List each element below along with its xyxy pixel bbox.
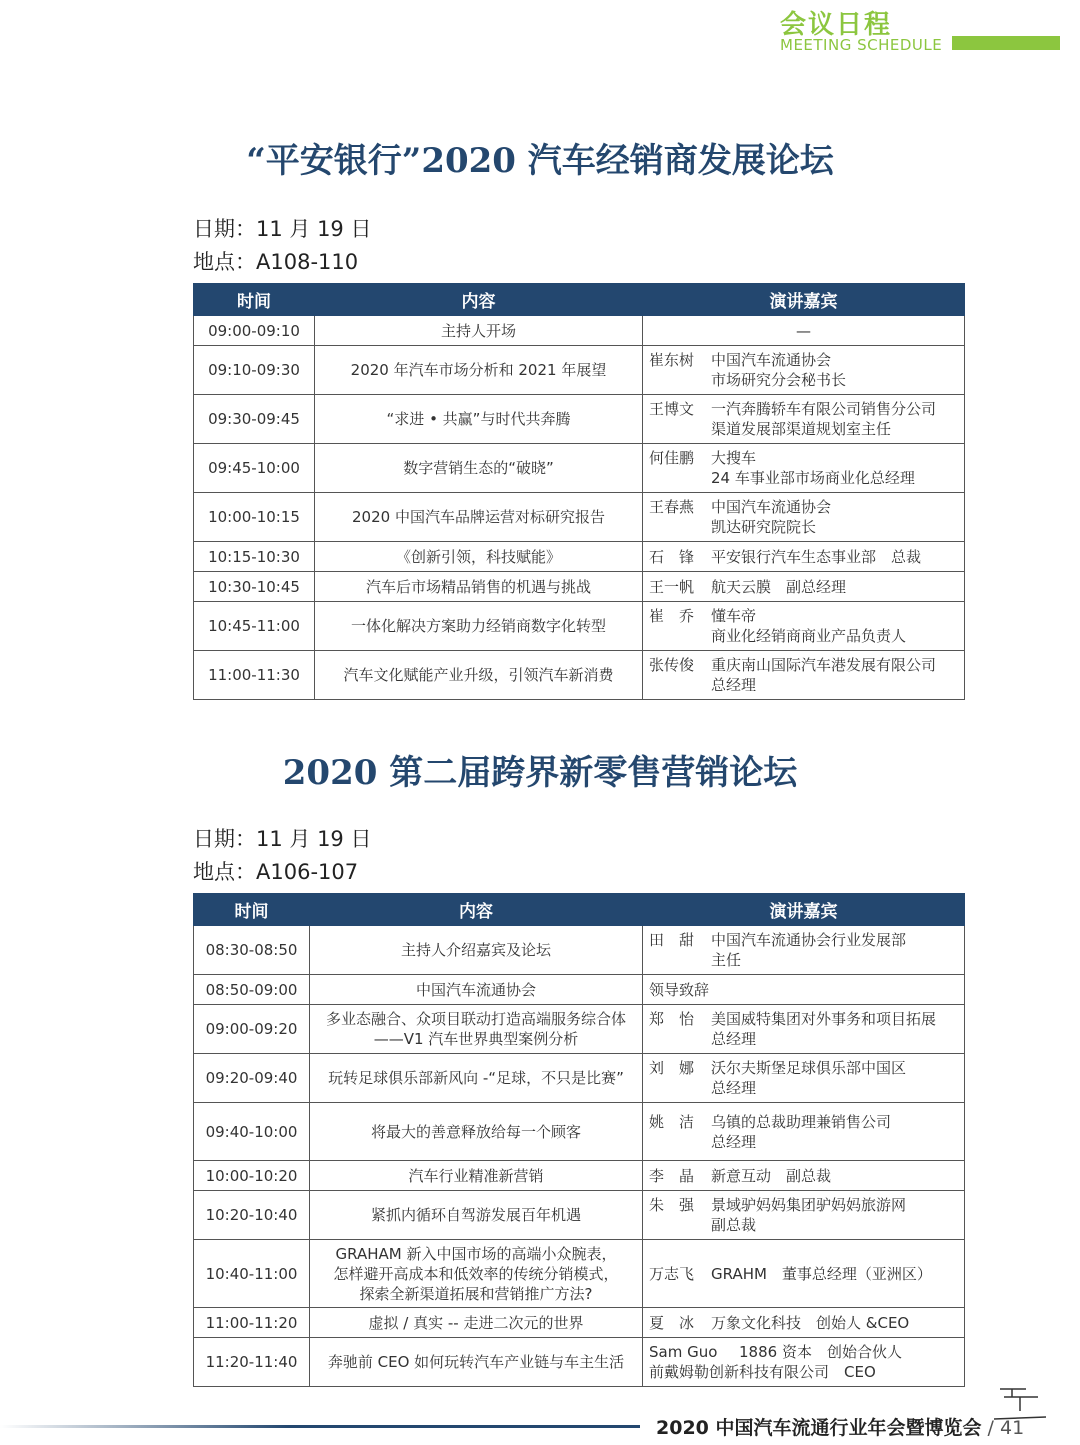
table-row: [194, 1005, 965, 1054]
row-content: 《创新引领，科技赋能》: [315, 542, 643, 572]
speaker-name: 万志飞: [649, 1264, 695, 1283]
table-row: [194, 1103, 965, 1161]
row-time: 10:15-10:30: [194, 542, 315, 572]
table-row: [194, 572, 965, 602]
row-content: [310, 1240, 643, 1308]
row-time: 09:20-09:40: [194, 1054, 310, 1103]
speaker-title: 总经理: [711, 676, 757, 694]
content-line: GRAHAM 新入中国市场的高端小众腕表，: [335, 1244, 617, 1263]
row-content: 汽车文化赋能产业升级，引领汽车新消费: [315, 651, 643, 700]
row-content: [310, 1005, 643, 1054]
col-time: 时间: [194, 894, 310, 926]
table-row: [194, 444, 965, 493]
row-content: 数字营销生态的“破晓”: [315, 444, 643, 493]
content-line: 怎样避开高成本和低效率的传统分销模式，: [333, 1264, 619, 1283]
section-title-cn: 会议日程: [780, 10, 893, 40]
speaker-name: 夏 冰: [649, 1313, 695, 1332]
content-line: 多业态融合、众项目联动打造高端服务综合体: [325, 1010, 626, 1028]
section-title-en: MEETING SCHEDULE: [780, 36, 943, 54]
row-time: 11:00-11:20: [194, 1308, 310, 1338]
row-speaker: [643, 395, 965, 444]
speaker-name: 李 晶: [649, 1166, 695, 1185]
speaker-org: 懂车帝: [711, 607, 757, 625]
speaker-name: 王春燕: [649, 498, 695, 516]
speaker-org: 中国汽车流通协会: [711, 351, 832, 369]
speaker-name: 田 甜: [649, 931, 695, 949]
footer-event-name: 2020 中国汽车流通行业年会暨博览会: [656, 1417, 982, 1439]
row-time: 08:30-08:50: [194, 926, 310, 975]
row-speaker: [643, 1005, 965, 1054]
row-speaker: [643, 651, 965, 700]
table-row: [194, 1191, 965, 1240]
col-content: 内容: [310, 894, 643, 926]
speaker-org: 中国汽车流通协会行业发展部: [711, 931, 907, 949]
speaker-name: 王博文: [649, 400, 695, 418]
speaker-title: 总经理: [711, 1132, 757, 1151]
row-time: 10:30-10:45: [194, 572, 315, 602]
forum1-title: “平安银行”2020 汽车经销商发展论坛: [246, 141, 834, 181]
col-speaker: 演讲嘉宾: [643, 894, 965, 926]
row-speaker: [643, 1308, 965, 1338]
forum1-venue: 地点：A108-110: [193, 250, 359, 274]
speaker-name: 崔东树: [649, 351, 695, 369]
row-content: 2020 中国汽车品牌运营对标研究报告: [315, 493, 643, 542]
speaker-org: 美国威特集团对外事务和项目拓展: [711, 1010, 937, 1028]
page-number: 41: [999, 1417, 1025, 1439]
row-speaker: [643, 1240, 965, 1308]
table-row: [194, 602, 965, 651]
row-time: 08:50-09:00: [194, 975, 310, 1005]
table-row: [194, 1338, 965, 1387]
row-speaker: [643, 926, 965, 975]
row-speaker: [643, 493, 965, 542]
speaker-org: 平安银行汽车生态事业部 总裁: [711, 547, 922, 566]
col-content: 内容: [315, 284, 643, 316]
speaker-title: 前戴姆勒创新科技有限公司 CEO: [649, 1363, 876, 1381]
speaker-name: 王一帆: [649, 577, 695, 596]
speaker-org: 万象文化科技 创始人 &CEO: [711, 1313, 910, 1332]
row-content: 虚拟 / 真实 -- 走进二次元的世界: [310, 1308, 643, 1338]
row-content: 汽车后市场精品销售的机遇与挑战: [315, 572, 643, 602]
row-content: 将最大的善意释放给每一个顾客: [310, 1103, 643, 1161]
speaker-title: 渠道发展部渠道规划室主任: [711, 420, 892, 438]
decorative-roof-icon: [990, 1383, 1050, 1428]
row-speaker: [643, 572, 965, 602]
section-header: [780, 0, 1080, 60]
row-time: 10:00-10:20: [194, 1161, 310, 1191]
speaker-org: 1886 资本 创始合伙人: [739, 1343, 902, 1361]
row-speaker: —: [643, 316, 965, 346]
speaker-name: 何佳鹏: [649, 449, 695, 467]
row-speaker: [643, 975, 965, 1005]
speaker-title: 市场研究分会秘书长: [711, 371, 847, 389]
speaker-org: 中国汽车流通协会: [711, 498, 832, 516]
row-content: 主持人开场: [315, 316, 643, 346]
speaker-org: 新意互动 副总裁: [711, 1166, 832, 1185]
row-time: 10:00-10:15: [194, 493, 315, 542]
forum2-title: 2020 第二届跨界新零售营销论坛: [282, 753, 798, 793]
row-time: 10:20-10:40: [194, 1191, 310, 1240]
row-time: 10:45-11:00: [194, 602, 315, 651]
speaker-org: GRAHM 董事总经理（亚洲区）: [711, 1264, 932, 1283]
speaker-org: 沃尔夫斯堡足球俱乐部中国区: [711, 1059, 907, 1077]
row-content: 一体化解决方案助力经销商数字化转型: [315, 602, 643, 651]
table-header-row: [194, 284, 965, 316]
row-content: 汽车行业精准新营销: [310, 1161, 643, 1191]
row-time: 09:00-09:10: [194, 316, 315, 346]
row-time: 10:40-11:00: [194, 1240, 310, 1308]
row-content: 2020 年汽车市场分析和 2021 年展望: [315, 346, 643, 395]
row-content: 中国汽车流通协会: [310, 975, 643, 1005]
row-content: “求进 • 共赢”与时代共奔腾: [315, 395, 643, 444]
speaker-org: 大搜车: [711, 449, 757, 467]
forum2-schedule-table: [193, 893, 965, 1387]
speaker-title: 凯达研究院院长: [711, 518, 817, 536]
speaker-title: 总经理: [711, 1079, 757, 1097]
table-row: [194, 493, 965, 542]
speaker-title: 总经理: [711, 1030, 757, 1048]
speaker-title: 商业化经销商商业产品负责人: [711, 627, 907, 645]
content-line: 探索全新渠道拓展和营销推广方法?: [359, 1284, 593, 1303]
footer-rule: [0, 1425, 640, 1428]
table-row: [194, 651, 965, 700]
table-row: [194, 926, 965, 975]
row-speaker: [643, 542, 965, 572]
row-content: 主持人介绍嘉宾及论坛: [310, 926, 643, 975]
table-row: [194, 346, 965, 395]
footer-separator: /: [981, 1417, 1000, 1439]
row-time: 09:45-10:00: [194, 444, 315, 493]
speaker-name: 朱 强: [649, 1196, 695, 1214]
speaker-name: 郑 怡: [649, 1010, 695, 1028]
speaker-title: 24 车事业部市场商业化总经理: [711, 469, 915, 487]
speaker-name: 崔 乔: [649, 607, 695, 625]
row-speaker: [643, 602, 965, 651]
row-content: 玩转足球俱乐部新风向 -“足球，不只是比赛”: [310, 1054, 643, 1103]
forum2-venue: 地点：A106-107: [193, 860, 359, 884]
table-row: [194, 395, 965, 444]
row-content: 奔驰前 CEO 如何玩转汽车产业链与车主生活: [310, 1338, 643, 1387]
table-row: [194, 1054, 965, 1103]
col-speaker: 演讲嘉宾: [643, 284, 965, 316]
speaker-name: 石 锋: [649, 547, 695, 566]
row-speaker: [643, 1054, 965, 1103]
speaker-org: 乌镇的总裁助理兼销售公司: [711, 1112, 892, 1131]
speaker-title: 主任: [711, 951, 742, 969]
col-time: 时间: [194, 284, 315, 316]
row-speaker: [643, 444, 965, 493]
speaker-name: 领导致辞: [649, 980, 710, 999]
content-line: ——V1 汽车世界典型案例分析: [373, 1030, 579, 1048]
table-row: [194, 316, 965, 346]
table-row: [194, 1161, 965, 1191]
table-header-row: [194, 894, 965, 926]
forum2-date: 日期：11 月 19 日: [193, 827, 372, 851]
row-time: 09:00-09:20: [194, 1005, 310, 1054]
footer: [656, 1413, 1024, 1440]
speaker-name: 刘 娜: [649, 1059, 695, 1077]
row-speaker: [643, 1161, 965, 1191]
speaker-org: 景域驴妈妈集团驴妈妈旅游网: [711, 1196, 907, 1214]
row-time: 11:00-11:30: [194, 651, 315, 700]
row-time: 09:10-09:30: [194, 346, 315, 395]
table-row: [194, 542, 965, 572]
row-speaker: [643, 346, 965, 395]
forum1-schedule-table: [193, 283, 965, 700]
row-speaker: [643, 1103, 965, 1161]
row-time: 11:20-11:40: [194, 1338, 310, 1387]
speaker-org: 航天云膜 副总经理: [711, 577, 847, 596]
speaker-name: 张传俊: [649, 656, 695, 674]
speaker-name: 姚 洁: [649, 1112, 695, 1131]
forum1-date: 日期：11 月 19 日: [193, 217, 372, 241]
table-row: [194, 1308, 965, 1338]
row-speaker: [643, 1191, 965, 1240]
table-row: [194, 1240, 965, 1308]
row-time: 09:40-10:00: [194, 1103, 310, 1161]
row-speaker: [643, 1338, 965, 1387]
table-row: [194, 975, 965, 1005]
row-time: 09:30-09:45: [194, 395, 315, 444]
speaker-org: 一汽奔腾轿车有限公司销售分公司: [711, 400, 937, 418]
speaker-name: Sam Guo: [649, 1343, 718, 1361]
row-content: 紧抓内循环自驾游发展百年机遇: [310, 1191, 643, 1240]
speaker-title: 副总裁: [711, 1216, 757, 1234]
header-accent-bar: [952, 36, 1060, 50]
speaker-org: 重庆南山国际汽车港发展有限公司: [711, 656, 937, 674]
